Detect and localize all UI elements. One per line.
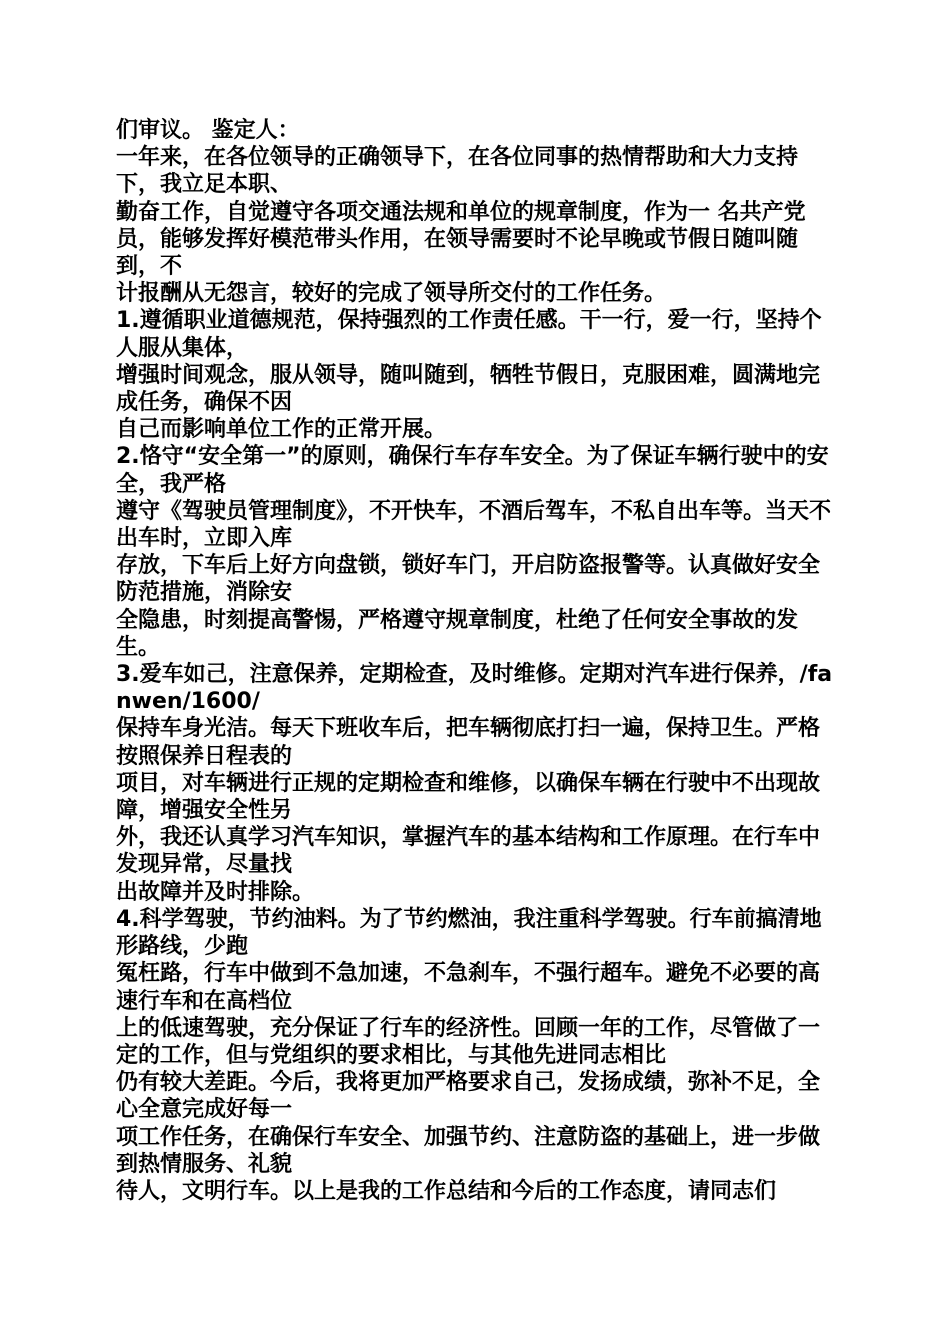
paragraph-line: 自己而影响单位工作的正常开展。 — [116, 417, 447, 443]
paragraph-line: 2.恪守“安全第一”的原则，确保行车存车安全。为了保证车辆行驶中的安全，我严格 — [116, 444, 829, 497]
paragraph-line: 1.遵循职业道德规范，保持强烈的工作责任感。干一行，爱一行，坚持个人服从集体， — [116, 308, 822, 361]
paragraph-line: 上的低速驾驶，充分保证了行车的经济性。回顾一年的工作，尽管做了一定的工作，但与党组织的要求相比，与其他先进同志相比 — [116, 1015, 821, 1068]
paragraph-line: 勤奋工作，自觉遵守各项交通法规和单位的规章制度，作为一 名共产党员，能够发挥好模范带头作用，在领导需要时不论早晚或节假日随叫随到，不 — [116, 199, 806, 280]
paragraph-line: 3.爱车如己，注意保养，定期检查，及时维修。定期对汽车进行保养，/fanwen/1600/ — [116, 662, 833, 715]
paragraph-line: 出故障并及时排除。 — [116, 879, 315, 905]
paragraph-line: 增强时间观念，服从领导，随叫随到，牺牲节假日，克服困难，圆满地完成任务，确保不因 — [116, 362, 821, 416]
document-body — [116, 117, 840, 1205]
paragraph-line: 项工作任务，在确保行车安全、加强节约、注意防盗的基础上，进一步做到热情服务、礼貌 — [116, 1124, 821, 1177]
paragraph-line: 项目，对车辆进行正规的定期检查和维修，以确保车辆在行驶中不出现故障，增强安全性另 — [116, 770, 821, 824]
paragraph-line: 一年来，在各位领导的正确领导下，在各位同事的热情帮助和大力支持下，我立足本职、 — [116, 145, 799, 198]
paragraph-line: 仍有较大差距。今后，我将更加严格要求自己，发扬成绩，弥补不足，全心全意完成好每一 — [116, 1070, 821, 1123]
paragraph-line: 4.科学驾驶，节约油料。为了节约燃油，我注重科学驾驶。行车前搞清地形路线，少跑 — [116, 906, 822, 960]
paragraph-line: 外，我还认真学习汽车知识，掌握汽车的基本结构和工作原理。在行车中发现异常，尽量找 — [116, 825, 821, 878]
paragraph-line: 计报酬从无怨言，较好的完成了领导所交付的工作任务。 — [116, 281, 667, 307]
paragraph-line: 遵守《驾驶员管理制度》，不开快车，不酒后驾车，不私自出车等。当天不出车时，立即入库 — [116, 498, 832, 552]
paragraph-line: 保持车身光洁。每天下班收车后，把车辆彻底打扫一遍，保持卫生。严格按照保养日程表的 — [116, 716, 821, 769]
paragraph-line: 待人，文明行车。以上是我的工作总结和今后的工作态度，请同志们 — [116, 1178, 777, 1204]
paragraph-line: 全隐患，时刻提高警惕，严格遵守规章制度，杜绝了任何安全事故的发生。 — [116, 607, 799, 660]
paragraph-line: 们审议。 鉴定人： — [116, 118, 300, 143]
paragraph-line: 冤枉路，行车中做到不急加速，不急刹车，不强行超车。避免不必要的高速行车和在高档位 — [116, 961, 821, 1014]
paragraph-line: 存放，下车后上好方向盘锁，锁好车门，开启防盗报警等。认真做好安全防范措施，消除安 — [116, 553, 821, 606]
